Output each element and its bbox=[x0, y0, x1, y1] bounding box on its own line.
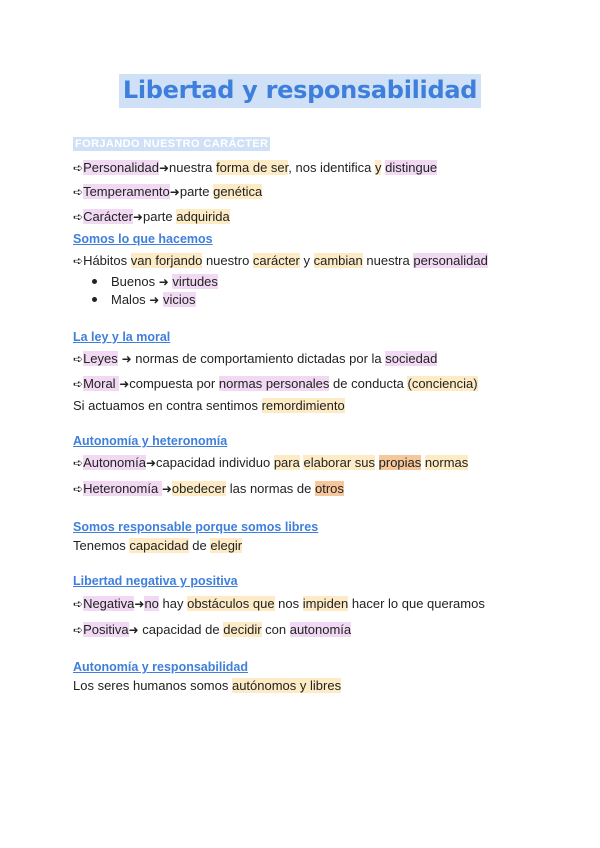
title-wrapper bbox=[0, 74, 600, 108]
section-heading-ley-moral: La ley y la moral bbox=[73, 330, 171, 344]
page-title: Libertad y responsabilidad bbox=[119, 74, 481, 108]
arrow-icon: ➜ bbox=[158, 161, 170, 175]
line-seres-humanos: Los seres humanos somos autónomos y libres bbox=[73, 678, 342, 693]
line-remordimiento: Si actuamos en contra sentimos remordimiento bbox=[73, 398, 345, 413]
line-heteronomia: ➪Heteronomía ➜obedecer las normas de otros bbox=[73, 481, 344, 496]
bullet-malos: Malos ➜ vicios bbox=[73, 291, 196, 309]
pointer-icon: ➪ bbox=[73, 352, 84, 366]
section-heading-somos: Somos lo que hacemos bbox=[73, 232, 213, 246]
line-caracter: ➪Carácter➜parte adquirida bbox=[73, 209, 230, 224]
line-habitos: ➪Hábitos van forjando nuestro carácter y cambian nuestra personalidad bbox=[73, 253, 488, 268]
arrow-icon: ➜ bbox=[161, 482, 172, 496]
line-negativa: ➪Negativa➜no hay obstáculos que nos impiden hacer lo que queramos bbox=[73, 596, 485, 611]
line-moral: ➪Moral ➜compuesta por normas personales de conducta (conciencia) bbox=[73, 376, 478, 391]
line-autonomia: ➪Autonomía➜capacidad individuo para elaborar sus propias normas bbox=[73, 455, 469, 470]
bullet-icon bbox=[92, 297, 97, 302]
pointer-icon: ➪ bbox=[73, 456, 84, 470]
bullet-buenos: Buenos ➜ virtudes bbox=[73, 273, 218, 291]
section-heading-autonomia-heteronomia: Autonomía y heteronomía bbox=[73, 434, 228, 448]
arrow-icon: ➜ bbox=[119, 377, 130, 391]
pointer-icon: ➪ bbox=[73, 597, 84, 611]
pointer-icon: ➪ bbox=[73, 623, 84, 637]
line-positiva: ➪Positiva➜ capacidad de decidir con autonomía bbox=[73, 622, 352, 637]
pointer-icon: ➪ bbox=[73, 161, 84, 175]
arrow-icon: ➜ bbox=[117, 352, 132, 366]
line-temperamento: ➪Temperamento➜parte genética bbox=[73, 184, 263, 199]
section-heading-forjando: FORJANDO NUESTRO CARÁCTER bbox=[75, 138, 269, 150]
pointer-icon: ➪ bbox=[73, 377, 84, 391]
pointer-icon: ➪ bbox=[73, 210, 84, 224]
line-tenemos: Tenemos capacidad de elegir bbox=[73, 538, 243, 553]
arrow-icon: ➜ bbox=[128, 623, 139, 637]
arrow-icon: ➜ bbox=[158, 275, 169, 289]
pointer-icon: ➪ bbox=[73, 185, 84, 199]
pointer-icon: ➪ bbox=[73, 254, 84, 268]
arrow-icon: ➜ bbox=[134, 597, 145, 611]
section-heading-responsable: Somos responsable porque somos libres bbox=[73, 520, 319, 534]
arrow-icon: ➜ bbox=[145, 456, 156, 470]
bullet-icon bbox=[92, 279, 97, 284]
arrow-icon: ➜ bbox=[149, 293, 160, 307]
section-heading-autonomia-responsabilidad: Autonomía y responsabilidad bbox=[73, 660, 249, 674]
pointer-icon: ➪ bbox=[73, 482, 84, 496]
arrow-icon: ➜ bbox=[132, 210, 143, 224]
line-leyes: ➪Leyes ➜ normas de comportamiento dictadas por la sociedad bbox=[73, 351, 438, 366]
section-heading-libertad: Libertad negativa y positiva bbox=[73, 574, 238, 588]
arrow-icon: ➜ bbox=[169, 185, 180, 199]
line-personalidad: ➪Personalidad➜nuestra forma de ser, nos identifica y distingue bbox=[73, 160, 438, 175]
